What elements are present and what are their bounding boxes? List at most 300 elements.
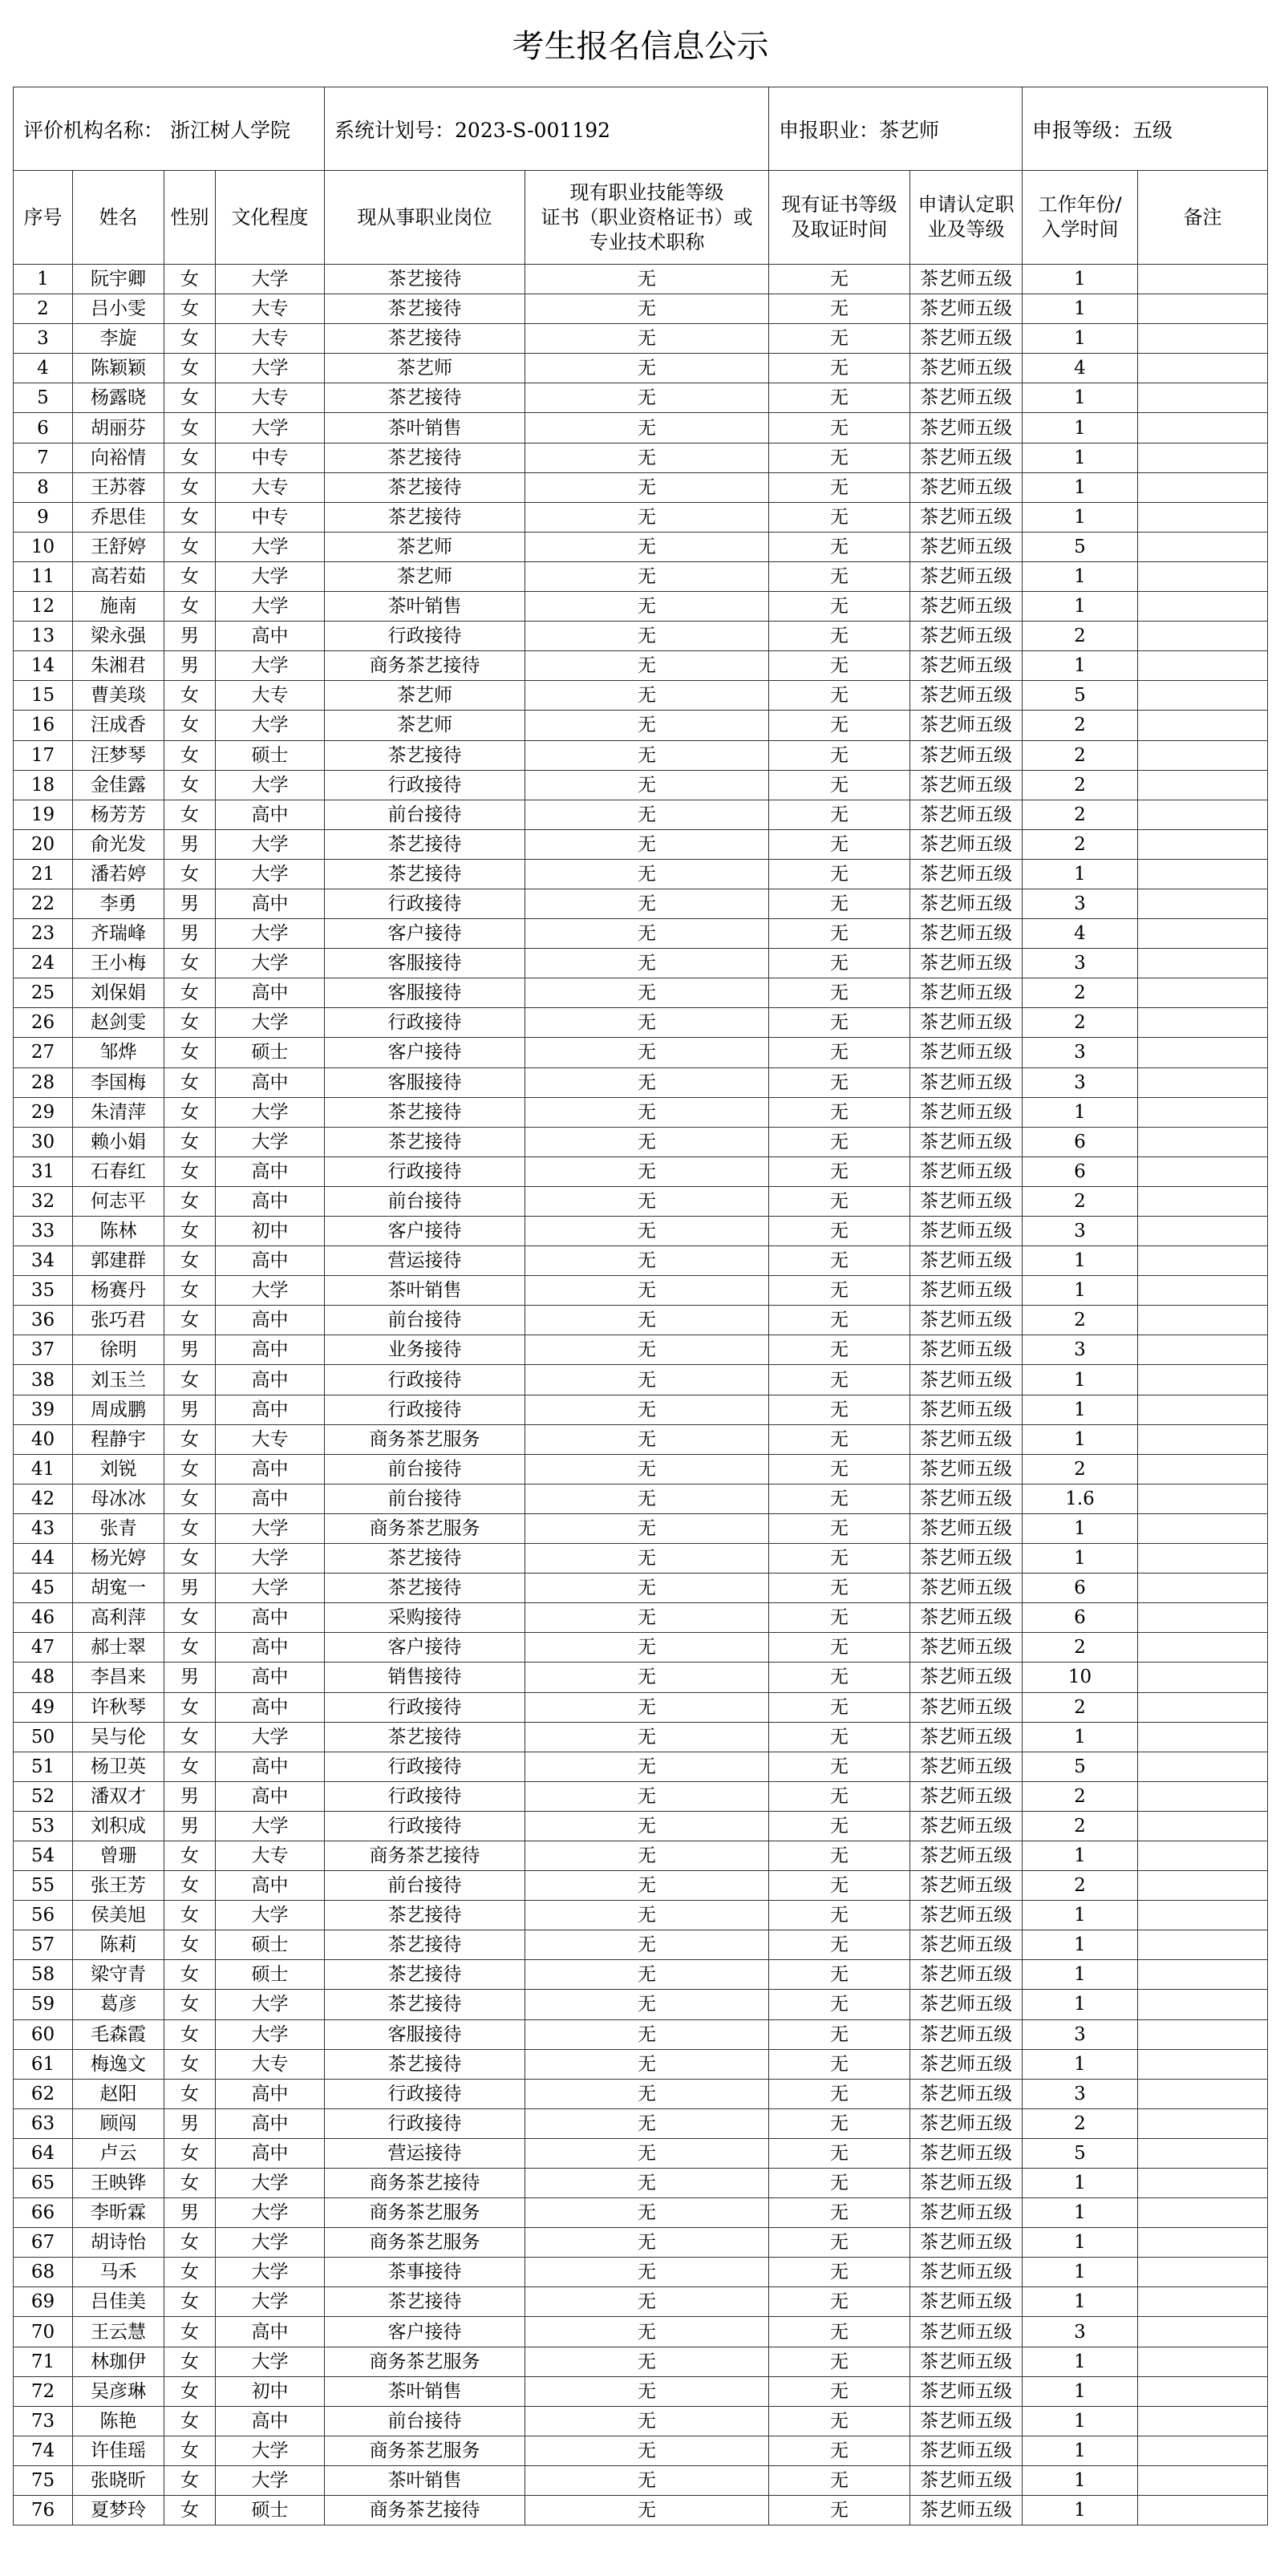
cell-education: 高中	[216, 1335, 325, 1365]
cell-name: 汪成香	[73, 711, 164, 740]
cell-education: 大学	[216, 1276, 325, 1306]
cell-existing-cert: 无	[525, 1574, 769, 1603]
table-row	[14, 1633, 1268, 1663]
cell-seq: 15	[14, 681, 73, 711]
cell-work-years: 3	[1023, 1335, 1138, 1365]
cell-gender: 女	[164, 354, 216, 383]
cell-gender: 女	[164, 1513, 216, 1543]
cell-seq: 61	[14, 2049, 73, 2079]
table-row	[14, 1365, 1268, 1395]
cell-current-job: 茶艺接待	[325, 829, 525, 859]
table-row	[14, 1484, 1268, 1513]
table-row	[14, 2465, 1268, 2495]
cell-work-years: 1	[1023, 561, 1138, 591]
cell-work-years: 1	[1023, 265, 1138, 294]
table-row	[14, 1930, 1268, 1960]
cell-gender: 男	[164, 1574, 216, 1603]
table-row	[14, 2287, 1268, 2317]
cell-current-job: 前台接待	[325, 1454, 525, 1484]
cell-seq: 5	[14, 383, 73, 413]
cell-cert-time: 无	[769, 2376, 910, 2406]
table-row	[14, 1127, 1268, 1156]
cell-name: 许佳瑶	[73, 2436, 164, 2465]
cell-current-job: 茶艺师	[325, 354, 525, 383]
cell-gender: 女	[164, 561, 216, 591]
cell-name: 张巧君	[73, 1306, 164, 1335]
cell-cert-time: 无	[769, 1841, 910, 1870]
cell-apply-level: 茶艺师五级	[910, 2138, 1023, 2168]
cell-seq: 57	[14, 1930, 73, 1960]
cell-existing-cert: 无	[525, 1960, 769, 1990]
cell-remark	[1138, 294, 1268, 324]
cell-apply-level: 茶艺师五级	[910, 740, 1023, 770]
cell-gender: 女	[164, 413, 216, 443]
cell-name: 杨芳芳	[73, 800, 164, 829]
cell-existing-cert: 无	[525, 443, 769, 472]
cell-apply-level: 茶艺师五级	[910, 1901, 1023, 1930]
cell-education: 硕士	[216, 740, 325, 770]
cell-education: 大专	[216, 383, 325, 413]
cell-apply-level: 茶艺师五级	[910, 889, 1023, 918]
cell-current-job: 行政接待	[325, 889, 525, 918]
cell-apply-level: 茶艺师五级	[910, 592, 1023, 622]
cell-gender: 女	[164, 2169, 216, 2198]
cell-gender: 女	[164, 1841, 216, 1870]
cell-cert-time: 无	[769, 1811, 910, 1841]
cell-remark	[1138, 2108, 1268, 2138]
cell-education: 硕士	[216, 1930, 325, 1960]
cell-cert-time: 无	[769, 1663, 910, 1692]
cell-gender: 女	[164, 2317, 216, 2347]
cell-seq: 54	[14, 1841, 73, 1870]
cell-remark	[1138, 2436, 1268, 2465]
cell-name: 吴彦琳	[73, 2376, 164, 2406]
cell-apply-level: 茶艺师五级	[910, 2258, 1023, 2287]
cell-remark	[1138, 1603, 1268, 1633]
cell-cert-time: 无	[769, 1901, 910, 1930]
cell-apply-level: 茶艺师五级	[910, 472, 1023, 502]
cell-existing-cert: 无	[525, 2436, 769, 2465]
cell-name: 李国梅	[73, 1067, 164, 1097]
table-row	[14, 1513, 1268, 1543]
cell-gender: 男	[164, 2198, 216, 2228]
cell-name: 刘积成	[73, 1811, 164, 1841]
cell-current-job: 行政接待	[325, 1395, 525, 1424]
cell-cert-time: 无	[769, 681, 910, 711]
cell-remark	[1138, 2049, 1268, 2079]
cell-cert-time: 无	[769, 2258, 910, 2287]
cell-remark	[1138, 651, 1268, 681]
cell-apply-level: 茶艺师五级	[910, 1484, 1023, 1513]
cell-apply-level: 茶艺师五级	[910, 532, 1023, 561]
cell-name: 俞光发	[73, 829, 164, 859]
cell-cert-time: 无	[769, 1484, 910, 1513]
cell-work-years: 2	[1023, 1186, 1138, 1216]
cell-seq: 14	[14, 651, 73, 681]
cell-apply-level: 茶艺师五级	[910, 383, 1023, 413]
cell-existing-cert: 无	[525, 1424, 769, 1454]
cell-existing-cert: 无	[525, 622, 769, 651]
cell-current-job: 行政接待	[325, 2108, 525, 2138]
table-row	[14, 2049, 1268, 2079]
occupation-value: 茶艺师	[879, 118, 940, 142]
cell-education: 大学	[216, 2169, 325, 2198]
cell-remark	[1138, 1663, 1268, 1692]
table-row	[14, 2108, 1268, 2138]
cell-apply-level: 茶艺师五级	[910, 265, 1023, 294]
cell-seq: 76	[14, 2496, 73, 2525]
cell-apply-level: 茶艺师五级	[910, 1395, 1023, 1424]
cell-current-job: 茶艺接待	[325, 1544, 525, 1574]
cell-work-years: 1	[1023, 2496, 1138, 2525]
cell-cert-time: 无	[769, 1781, 910, 1811]
cell-work-years: 1	[1023, 294, 1138, 324]
table-row	[14, 2228, 1268, 2258]
cell-name: 施南	[73, 592, 164, 622]
cell-name: 张王芳	[73, 1871, 164, 1901]
cell-current-job: 行政接待	[325, 1156, 525, 1186]
cell-existing-cert: 无	[525, 2496, 769, 2525]
cell-cert-time: 无	[769, 1454, 910, 1484]
cell-remark	[1138, 1008, 1268, 1038]
cell-name: 赵剑雯	[73, 1008, 164, 1038]
cell-cert-time: 无	[769, 1246, 910, 1276]
cell-remark	[1138, 502, 1268, 532]
cell-work-years: 2	[1023, 1306, 1138, 1335]
cell-seq: 11	[14, 561, 73, 591]
cell-existing-cert: 无	[525, 1276, 769, 1306]
cell-work-years: 1	[1023, 2169, 1138, 2198]
header-gender: 性别	[164, 171, 216, 265]
cell-gender: 女	[164, 1454, 216, 1484]
cell-existing-cert: 无	[525, 1217, 769, 1246]
cell-current-job: 商务茶艺服务	[325, 2347, 525, 2376]
cell-apply-level: 茶艺师五级	[910, 1930, 1023, 1960]
cell-cert-time: 无	[769, 978, 910, 1008]
cell-remark	[1138, 1156, 1268, 1186]
cell-gender: 女	[164, 1960, 216, 1990]
cell-work-years: 3	[1023, 2317, 1138, 2347]
cell-name: 徐明	[73, 1335, 164, 1365]
cell-work-years: 1	[1023, 2049, 1138, 2079]
cell-existing-cert: 无	[525, 2108, 769, 2138]
table-row	[14, 2258, 1268, 2287]
cell-education: 初中	[216, 2376, 325, 2406]
cell-gender: 女	[164, 1276, 216, 1306]
cell-remark	[1138, 1574, 1268, 1603]
cell-work-years: 1	[1023, 1990, 1138, 2019]
cell-cert-time: 无	[769, 502, 910, 532]
cell-name: 杨露晓	[73, 383, 164, 413]
cell-cert-time: 无	[769, 2317, 910, 2347]
cell-seq: 4	[14, 354, 73, 383]
cell-cert-time: 无	[769, 2169, 910, 2198]
cell-remark	[1138, 800, 1268, 829]
cell-apply-level: 茶艺师五级	[910, 2496, 1023, 2525]
table-row	[14, 265, 1268, 294]
cell-current-job: 行政接待	[325, 1692, 525, 1722]
cell-seq: 51	[14, 1752, 73, 1781]
cell-existing-cert: 无	[525, 383, 769, 413]
cell-work-years: 1	[1023, 1901, 1138, 1930]
cell-apply-level: 茶艺师五级	[910, 1156, 1023, 1186]
cell-education: 大专	[216, 472, 325, 502]
cell-seq: 29	[14, 1097, 73, 1127]
table-row	[14, 2347, 1268, 2376]
cell-work-years: 1	[1023, 2228, 1138, 2258]
cell-existing-cert: 无	[525, 949, 769, 978]
table-row	[14, 1276, 1268, 1306]
cell-work-years: 1	[1023, 2376, 1138, 2406]
cell-apply-level: 茶艺师五级	[910, 1692, 1023, 1722]
cell-apply-level: 茶艺师五级	[910, 1871, 1023, 1901]
cell-current-job: 采购接待	[325, 1603, 525, 1633]
cell-education: 大专	[216, 324, 325, 354]
cell-current-job: 茶艺接待	[325, 1127, 525, 1156]
cell-education: 高中	[216, 1663, 325, 1692]
cell-current-job: 茶艺接待	[325, 1574, 525, 1603]
cell-seq: 64	[14, 2138, 73, 2168]
cell-cert-time: 无	[769, 1038, 910, 1067]
header-name: 姓名	[73, 171, 164, 265]
cell-existing-cert: 无	[525, 1901, 769, 1930]
cell-work-years: 1	[1023, 2198, 1138, 2228]
cell-remark	[1138, 1960, 1268, 1990]
cell-name: 杨赛丹	[73, 1276, 164, 1306]
cell-existing-cert: 无	[525, 1811, 769, 1841]
table-row	[14, 740, 1268, 770]
cell-cert-time: 无	[769, 1365, 910, 1395]
cell-apply-level: 茶艺师五级	[910, 1990, 1023, 2019]
cell-gender: 男	[164, 919, 216, 949]
cell-current-job: 客户接待	[325, 1038, 525, 1067]
cell-remark	[1138, 919, 1268, 949]
cell-gender: 女	[164, 2079, 216, 2108]
cell-existing-cert: 无	[525, 1395, 769, 1424]
table-row	[14, 413, 1268, 443]
cell-remark	[1138, 949, 1268, 978]
cell-remark	[1138, 2019, 1268, 2049]
cell-name: 刘保娟	[73, 978, 164, 1008]
cell-name: 邹烨	[73, 1038, 164, 1067]
cell-remark	[1138, 265, 1268, 294]
cell-name: 胡诗怡	[73, 2228, 164, 2258]
cell-name: 李昌来	[73, 1663, 164, 1692]
cell-seq: 16	[14, 711, 73, 740]
cell-current-job: 前台接待	[325, 1871, 525, 1901]
cell-existing-cert: 无	[525, 2228, 769, 2258]
cell-gender: 女	[164, 1871, 216, 1901]
cell-name: 王云慧	[73, 2317, 164, 2347]
table-row	[14, 2376, 1268, 2406]
cell-work-years: 2	[1023, 829, 1138, 859]
cell-education: 大学	[216, 1990, 325, 2019]
table-row	[14, 1424, 1268, 1454]
cell-current-job: 前台接待	[325, 1306, 525, 1335]
cell-work-years: 1	[1023, 1544, 1138, 1574]
cell-work-years: 1	[1023, 324, 1138, 354]
cell-cert-time: 无	[769, 1276, 910, 1306]
cell-name: 王舒婷	[73, 532, 164, 561]
cell-gender: 女	[164, 1990, 216, 2019]
cell-gender: 女	[164, 265, 216, 294]
cell-current-job: 商务茶艺接待	[325, 651, 525, 681]
cell-cert-time: 无	[769, 472, 910, 502]
cell-remark	[1138, 1424, 1268, 1454]
cell-name: 程静宇	[73, 1424, 164, 1454]
cell-current-job: 茶艺接待	[325, 472, 525, 502]
cell-education: 大学	[216, 2228, 325, 2258]
table-row	[14, 1663, 1268, 1692]
cell-seq: 49	[14, 1692, 73, 1722]
cell-education: 高中	[216, 800, 325, 829]
cell-remark	[1138, 443, 1268, 472]
cell-seq: 21	[14, 859, 73, 889]
cell-work-years: 2	[1023, 711, 1138, 740]
cell-cert-time: 无	[769, 1930, 910, 1960]
cell-existing-cert: 无	[525, 1781, 769, 1811]
cell-remark	[1138, 1097, 1268, 1127]
cell-existing-cert: 无	[525, 324, 769, 354]
table-row	[14, 1306, 1268, 1335]
cell-work-years: 1	[1023, 859, 1138, 889]
cell-name: 赖小娟	[73, 1127, 164, 1156]
cell-cert-time: 无	[769, 443, 910, 472]
cell-apply-level: 茶艺师五级	[910, 2108, 1023, 2138]
table-row	[14, 1603, 1268, 1633]
table-row	[14, 1841, 1268, 1870]
cell-current-job: 茶叶销售	[325, 413, 525, 443]
cell-name: 向裕情	[73, 443, 164, 472]
cell-remark	[1138, 622, 1268, 651]
cell-current-job: 茶艺接待	[325, 1722, 525, 1752]
cell-apply-level: 茶艺师五级	[910, 2019, 1023, 2049]
cell-gender: 女	[164, 711, 216, 740]
cell-work-years: 2	[1023, 1454, 1138, 1484]
cell-name: 潘双才	[73, 1781, 164, 1811]
occupation-label: 申报职业：	[779, 118, 880, 142]
cell-remark	[1138, 2198, 1268, 2228]
cell-education: 大学	[216, 711, 325, 740]
cell-gender: 女	[164, 1217, 216, 1246]
cell-cert-time: 无	[769, 1395, 910, 1424]
cell-remark	[1138, 1186, 1268, 1216]
cell-existing-cert: 无	[525, 829, 769, 859]
cell-work-years: 1	[1023, 2406, 1138, 2436]
registration-sheet	[13, 0, 1267, 2525]
table-row	[14, 1454, 1268, 1484]
cell-current-job: 客户接待	[325, 1217, 525, 1246]
cell-current-job: 行政接待	[325, 2079, 525, 2108]
cell-existing-cert: 无	[525, 1603, 769, 1633]
cell-remark	[1138, 1306, 1268, 1335]
cell-gender: 女	[164, 2496, 216, 2525]
cell-work-years: 10	[1023, 1663, 1138, 1692]
cell-cert-time: 无	[769, 1633, 910, 1663]
cell-cert-time: 无	[769, 1544, 910, 1574]
cell-cert-time: 无	[769, 1217, 910, 1246]
cell-gender: 男	[164, 889, 216, 918]
cell-work-years: 1	[1023, 1365, 1138, 1395]
cell-current-job: 行政接待	[325, 770, 525, 800]
cell-cert-time: 无	[769, 1097, 910, 1127]
cell-apply-level: 茶艺师五级	[910, 2436, 1023, 2465]
cell-remark	[1138, 2406, 1268, 2436]
cell-education: 中专	[216, 502, 325, 532]
cell-gender: 女	[164, 770, 216, 800]
cell-existing-cert: 无	[525, 1038, 769, 1067]
cell-education: 高中	[216, 2317, 325, 2347]
cell-work-years: 1	[1023, 502, 1138, 532]
cell-cert-time: 无	[769, 532, 910, 561]
cell-current-job: 业务接待	[325, 1335, 525, 1365]
cell-current-job: 茶艺接待	[325, 443, 525, 472]
cell-remark	[1138, 1841, 1268, 1870]
org-label: 评价机构名称：	[23, 118, 164, 142]
cell-education: 高中	[216, 2108, 325, 2138]
cell-education: 高中	[216, 1395, 325, 1424]
cell-existing-cert: 无	[525, 1663, 769, 1692]
cell-work-years: 6	[1023, 1603, 1138, 1633]
cell-remark	[1138, 1365, 1268, 1395]
cell-work-years: 1	[1023, 2347, 1138, 2376]
cell-name: 乔思佳	[73, 502, 164, 532]
cell-existing-cert: 无	[525, 354, 769, 383]
cell-cert-time: 无	[769, 1127, 910, 1156]
cell-name: 李昕霖	[73, 2198, 164, 2228]
cell-seq: 22	[14, 889, 73, 918]
table-row	[14, 1692, 1268, 1722]
cell-seq: 60	[14, 2019, 73, 2049]
cell-seq: 73	[14, 2406, 73, 2436]
cell-current-job: 茶艺师	[325, 561, 525, 591]
table-row	[14, 2198, 1268, 2228]
cell-education: 大学	[216, 2287, 325, 2317]
cell-existing-cert: 无	[525, 889, 769, 918]
cell-remark	[1138, 2258, 1268, 2287]
level-value: 五级	[1132, 118, 1173, 142]
cell-apply-level: 茶艺师五级	[910, 978, 1023, 1008]
cell-gender: 女	[164, 1603, 216, 1633]
cell-current-job: 客户接待	[325, 2317, 525, 2347]
cell-education: 高中	[216, 1186, 325, 1216]
cell-work-years: 1	[1023, 383, 1138, 413]
cell-current-job: 茶艺接待	[325, 1901, 525, 1930]
cell-education: 高中	[216, 1781, 325, 1811]
cell-apply-level: 茶艺师五级	[910, 1663, 1023, 1692]
cell-remark	[1138, 561, 1268, 591]
cell-cert-time: 无	[769, 354, 910, 383]
cell-education: 硕士	[216, 2496, 325, 2525]
cell-existing-cert: 无	[525, 2258, 769, 2287]
cell-current-job: 茶艺接待	[325, 1930, 525, 1960]
cell-apply-level: 茶艺师五级	[910, 1008, 1023, 1038]
cell-name: 李旋	[73, 324, 164, 354]
cell-existing-cert: 无	[525, 2465, 769, 2495]
cell-work-years: 1	[1023, 1424, 1138, 1454]
cell-work-years: 1	[1023, 1276, 1138, 1306]
cell-name: 曾珊	[73, 1841, 164, 1870]
cell-existing-cert: 无	[525, 1692, 769, 1722]
cell-cert-time: 无	[769, 265, 910, 294]
cell-gender: 女	[164, 1633, 216, 1663]
cell-name: 王小梅	[73, 949, 164, 978]
cell-apply-level: 茶艺师五级	[910, 1960, 1023, 1990]
cell-existing-cert: 无	[525, 919, 769, 949]
cell-remark	[1138, 1067, 1268, 1097]
cell-current-job: 客户接待	[325, 1633, 525, 1663]
cell-cert-time: 无	[769, 2496, 910, 2525]
